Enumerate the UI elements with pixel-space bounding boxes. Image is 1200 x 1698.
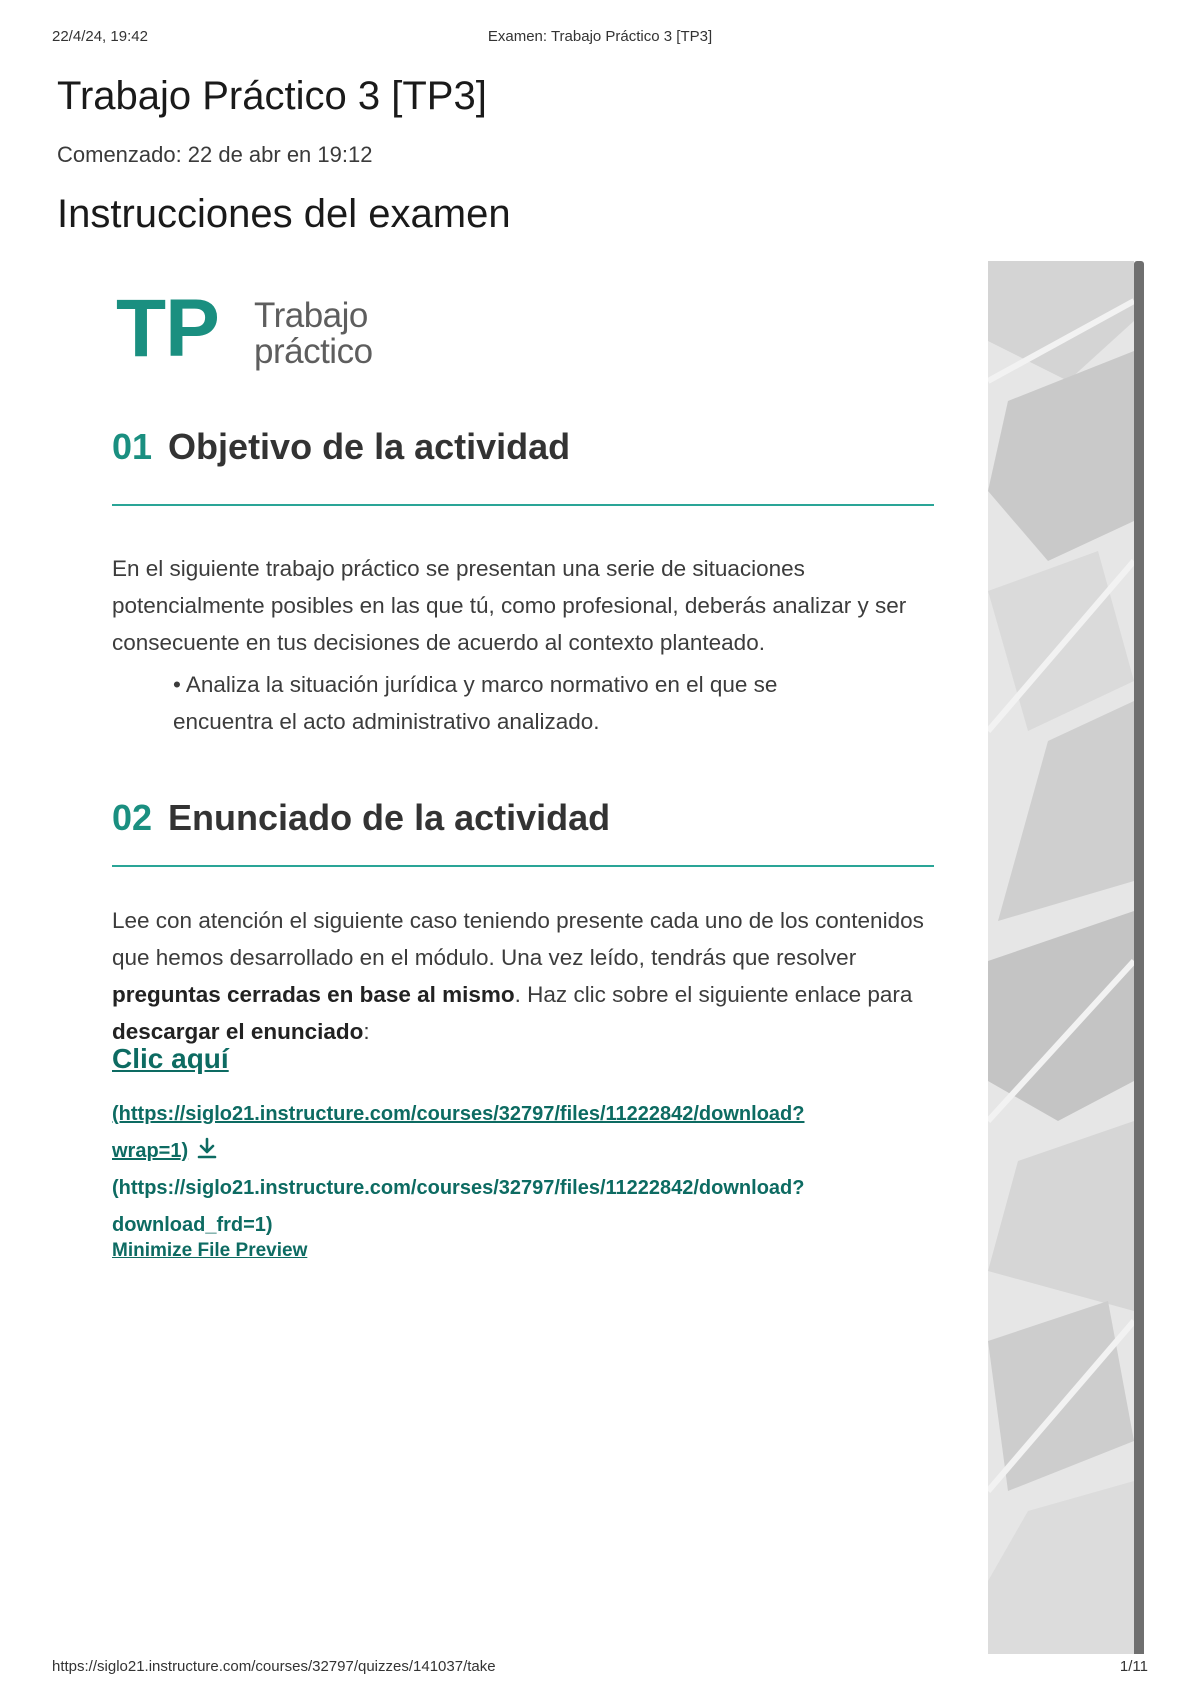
section1-bullet: • Analiza la situación jurídica y marco normativo en el que se encuentra el acto administrativo analizado. xyxy=(173,672,778,734)
section1-title: Objetivo de la actividad xyxy=(168,426,571,467)
section2-bold-2: descargar el enunciado xyxy=(112,1019,364,1044)
section1-divider xyxy=(112,504,934,506)
download-url-line1: (https://siglo21.instructure.com/courses/32797/files/11222842/download? xyxy=(112,1177,805,1199)
section1-number: 01 xyxy=(112,426,153,467)
section2-number: 02 xyxy=(112,797,153,838)
section2-text-1: Lee con atención el siguiente caso teniendo presente cada uno de los contenidos que hemos desarrollado en el módulo. Una vez leído, tendrás que resolver xyxy=(112,908,924,970)
print-footer xyxy=(52,1658,1148,1678)
section1-paragraph: En el siguiente trabajo práctico se presentan una serie de situaciones potencialmente posibles en las que tú, como profesional, deberás analizar y ser consecuente en tus decisiones de acuerdo al contexto planteado. xyxy=(112,556,907,655)
section2-text-3: : xyxy=(363,1019,370,1044)
side-image-graphic xyxy=(988,261,1134,1654)
clic-aqui-link[interactable]: Clic aquí xyxy=(112,1043,229,1074)
section1-heading xyxy=(112,426,934,468)
quiz-title: Trabajo Práctico 3 [TP3] xyxy=(57,74,487,118)
logo-text xyxy=(254,298,373,370)
started-label: Comenzado: xyxy=(57,142,182,167)
print-header xyxy=(52,28,1148,48)
quiz-started xyxy=(57,142,378,168)
file-links xyxy=(112,1096,934,1244)
file-url-line1: (https://siglo21.instructure.com/courses/32797/files/11222842/download? xyxy=(112,1103,805,1125)
print-date: 22/4/24, 19:42 xyxy=(52,28,148,45)
download-icon[interactable] xyxy=(196,1137,218,1161)
section2-heading xyxy=(112,797,934,839)
section2-paragraph xyxy=(112,902,934,1050)
download-url-line2: download_frd=1) xyxy=(112,1214,273,1236)
decorative-side-image xyxy=(988,261,1134,1654)
section2-title: Enunciado de la actividad xyxy=(168,797,611,838)
print-doc-title: Examen: Trabajo Práctico 3 [TP3] xyxy=(487,28,713,45)
print-page-number: 1/11 xyxy=(1119,1658,1148,1675)
logo-line2: práctico xyxy=(254,332,373,371)
section2-divider xyxy=(112,865,934,867)
started-value: 22 de abr en 19:12 xyxy=(187,142,373,167)
file-url-line2: wrap=1) xyxy=(112,1140,189,1162)
download-url-link[interactable] xyxy=(112,1177,804,1236)
logo-line1: Trabajo xyxy=(254,296,368,335)
logo-initials: TP xyxy=(116,283,219,374)
print-url: https://siglo21.instructure.com/courses/32797/quizzes/141037/take xyxy=(52,1658,496,1675)
minimize-file-preview-link[interactable]: Minimize File Preview xyxy=(112,1240,308,1261)
instructions-content xyxy=(112,283,934,1261)
tp-logo xyxy=(112,283,934,400)
instructions-title: Instrucciones del examen xyxy=(57,192,511,236)
side-scrollbar[interactable] xyxy=(1134,261,1144,1654)
section2-bold-1: preguntas cerradas en base al mismo xyxy=(112,982,515,1007)
section2-text-2: . Haz clic sobre el siguiente enlace para xyxy=(514,982,913,1007)
